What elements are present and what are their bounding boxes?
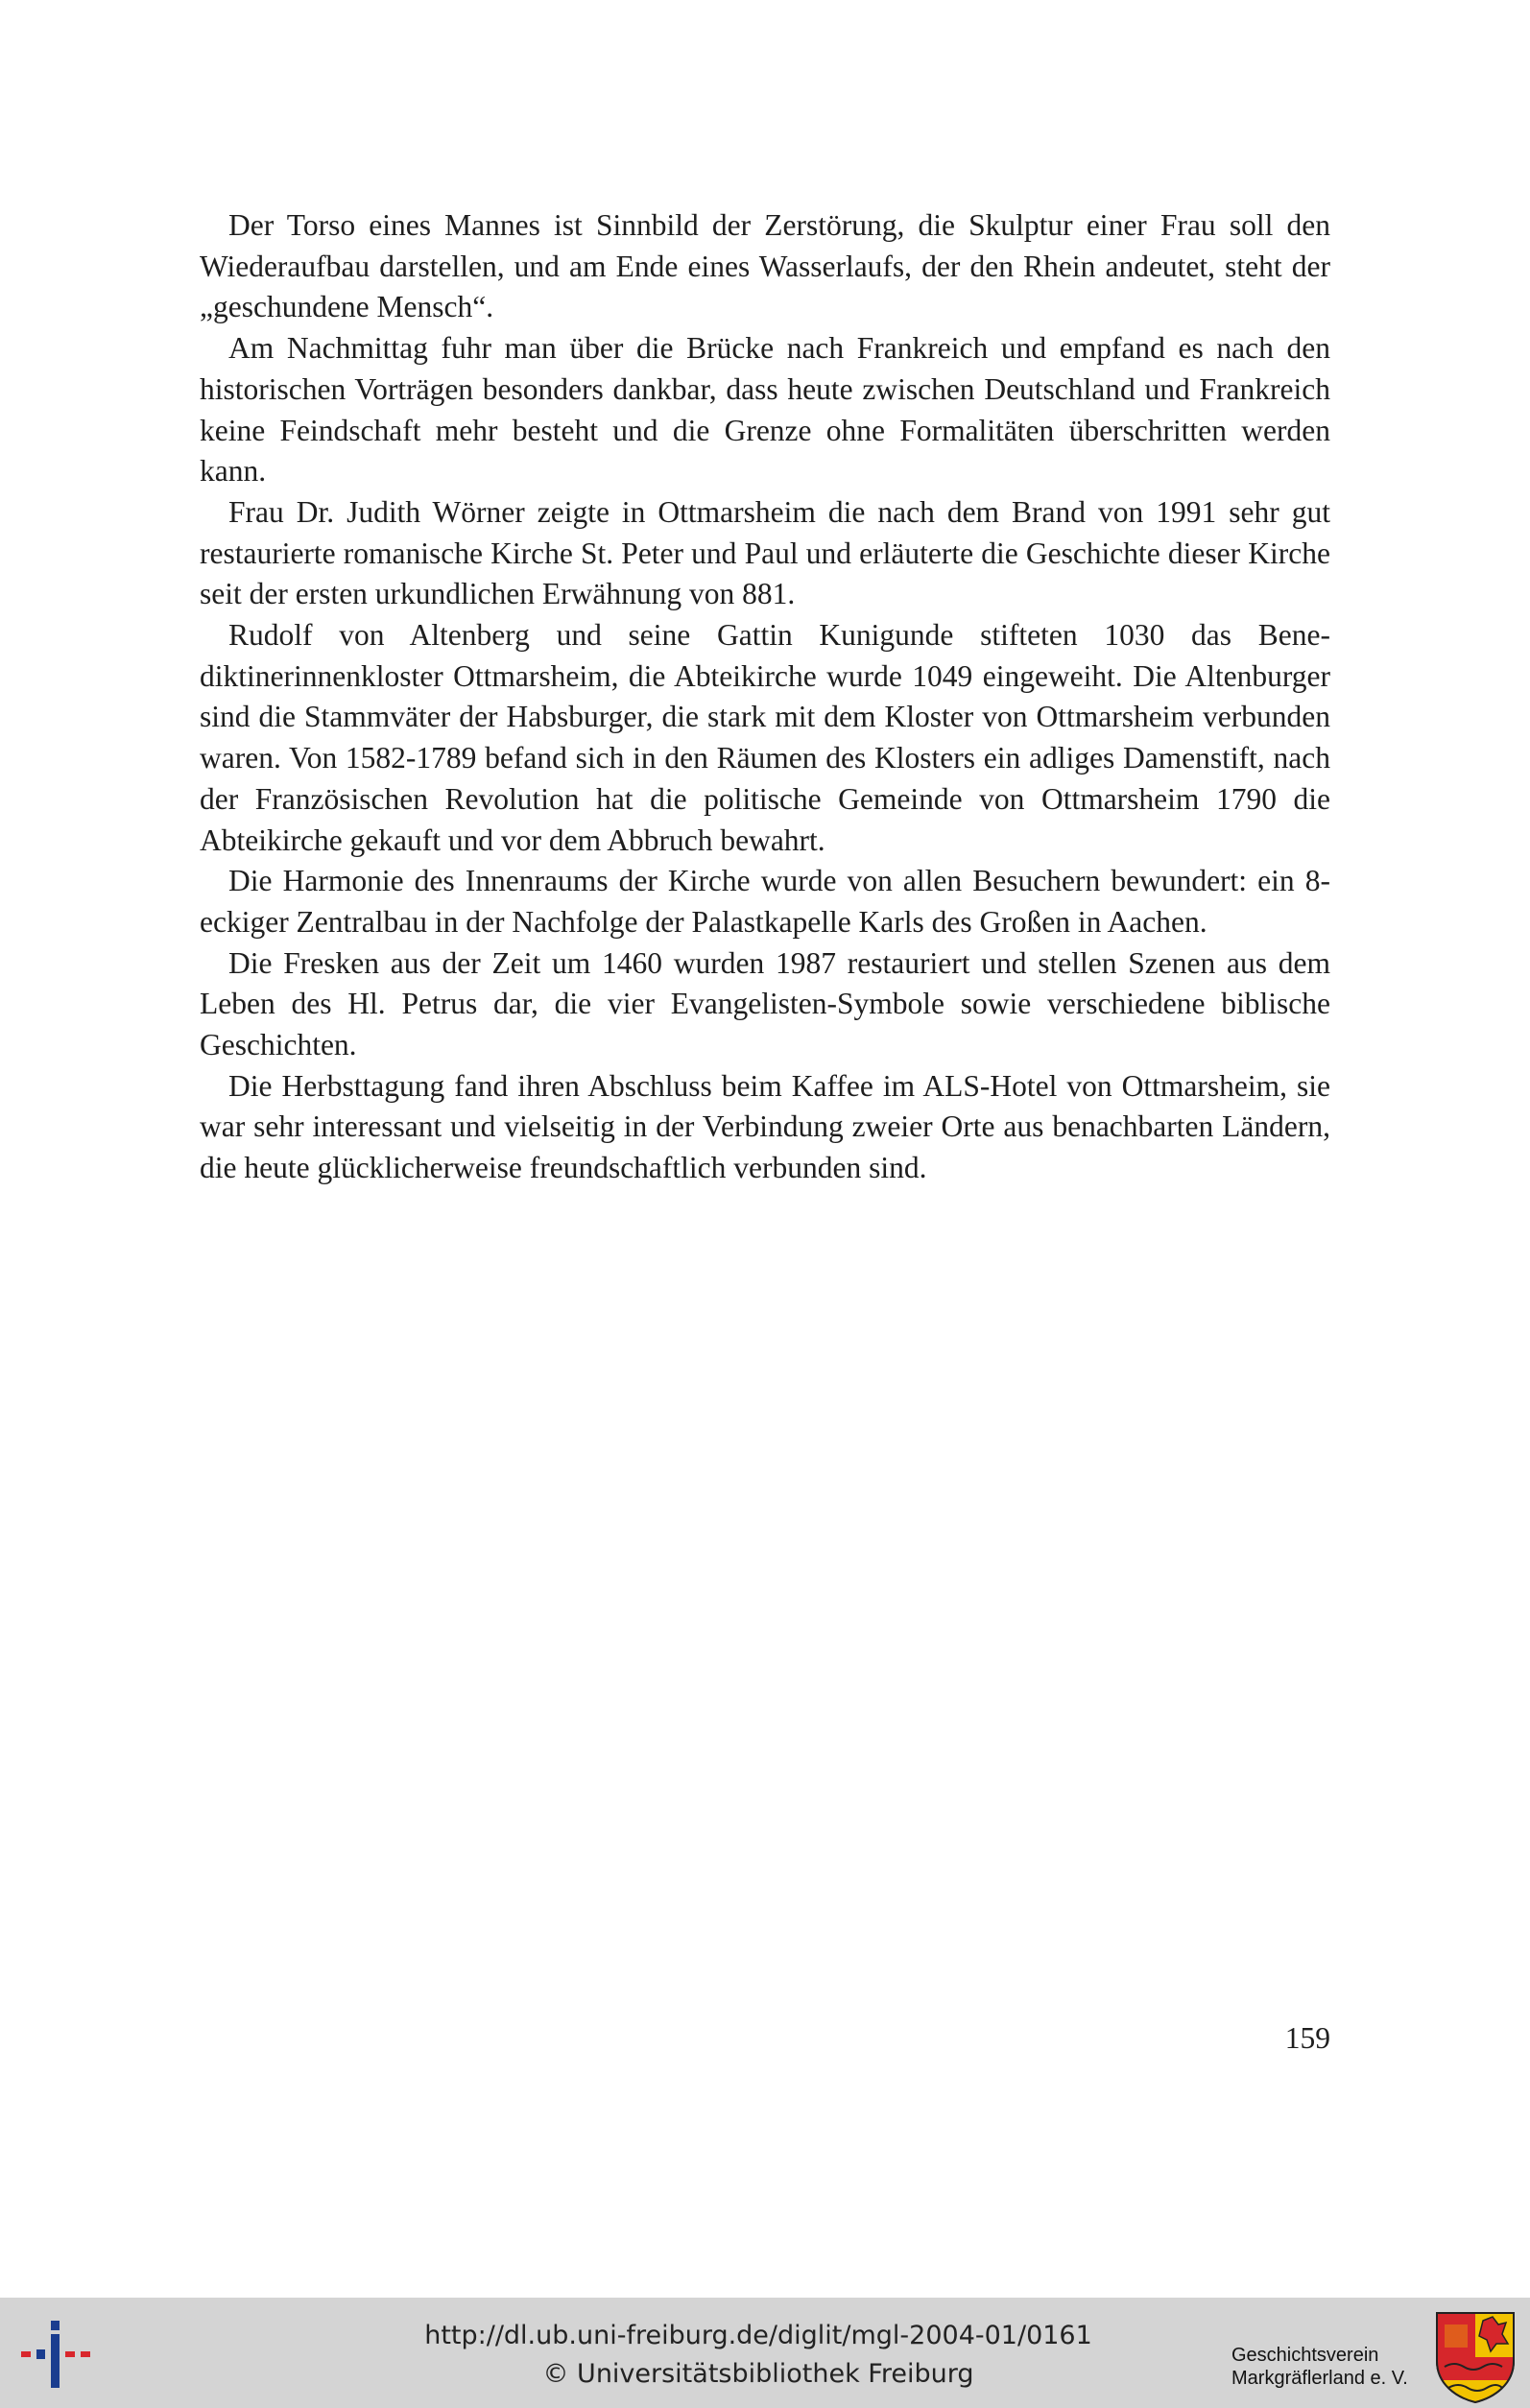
footer-url-link[interactable]: http://dl.ub.uni-freiburg.de/diglit/mgl-2004-01/0161 bbox=[424, 2321, 1092, 2350]
ub-freiburg-logo-icon[interactable] bbox=[19, 2321, 96, 2388]
footer-copyright: © Universitätsbibliothek Freiburg bbox=[542, 2359, 974, 2389]
paragraph-3: Frau Dr. Judith Wörner zeigte in Ottmarsheim die nach dem Brand von 1991 sehr gut restaurierte romanische Kirche St. Peter und Paul und erläuterte die Geschichte dieser Kirche seit der ersten urkundlichen Erwähnung von 881. bbox=[200, 494, 1330, 611]
paragraph-5: Die Harmonie des Innenraums der Kirche wurde von allen Besuchern bewundert: ein 8-eckiger Zentralbau in der Nachfolge der Palastkapelle Karls des Großen in Aachen. bbox=[200, 864, 1330, 939]
society-name bbox=[1231, 2344, 1408, 2390]
coat-of-arms-icon bbox=[1435, 2311, 1516, 2403]
paragraph-2: Am Nachmittag fuhr man über die Brücke nach Frankreich und empfand es nach den historischen Vorträgen besonders dankbar, dass heute zwischen Deutschland und Frankreich keine Feindschaft mehr besteht und die Grenze ohne Formalitäten überschritten werden kann. bbox=[200, 331, 1330, 489]
paragraph-1: Der Torso eines Mannes ist Sinnbild der Zerstörung, die Skulptur einer Frau soll den Wiederaufbau darstellen, und am Ende eines Wasserlaufs, der den Rhein andeutet, steht der „geschundene Mensch“. bbox=[200, 208, 1330, 324]
footer-bar bbox=[0, 2298, 1530, 2408]
footer-citation bbox=[288, 2317, 1229, 2394]
society-line-2: Markgräflerland e. V. bbox=[1231, 2368, 1408, 2389]
paragraph-6: Die Fresken aus der Zeit um 1460 wurden 1987 restauriert und stellen Szenen aus dem Leben des Hl. Petrus dar, die vier Evangelisten-Symbole sowie verschiedene biblische Geschichten. bbox=[200, 945, 1330, 1062]
page-text bbox=[200, 205, 1330, 1189]
society-line-1: Geschichtsverein bbox=[1231, 2345, 1379, 2366]
page-number: 159 bbox=[1284, 2021, 1330, 2055]
paragraph-4: Rudolf von Altenberg und seine Gattin Kunigunde stifteten 1030 das Benediktinerinnenkloster Ottmarsheim, die Abteikirche wurde 1049 eingeweiht. Die Altenburger sind die Stammväter der Habsburger, die stark mit dem Kloster von Ottmarsheim verbunden waren. Von 1582-1789 befand sich in den Räumen des Klosters ein adliges Damenstift, nach der Französischen Revolution hat die politische Gemeinde von Ottmarsheim 1790 die Abteikirche gekauft und vor dem Abbruch bewahrt. bbox=[200, 618, 1330, 857]
paragraph-7: Die Herbsttagung fand ihren Abschluss beim Kaffee im ALS-Hotel von Ottmarsheim, sie war sehr interessant und vielseitig in der Verbindung zweier Orte aus benachbarten Ländern, die heute glücklicherweise freundschaftlich verbunden sind. bbox=[200, 1068, 1330, 1185]
